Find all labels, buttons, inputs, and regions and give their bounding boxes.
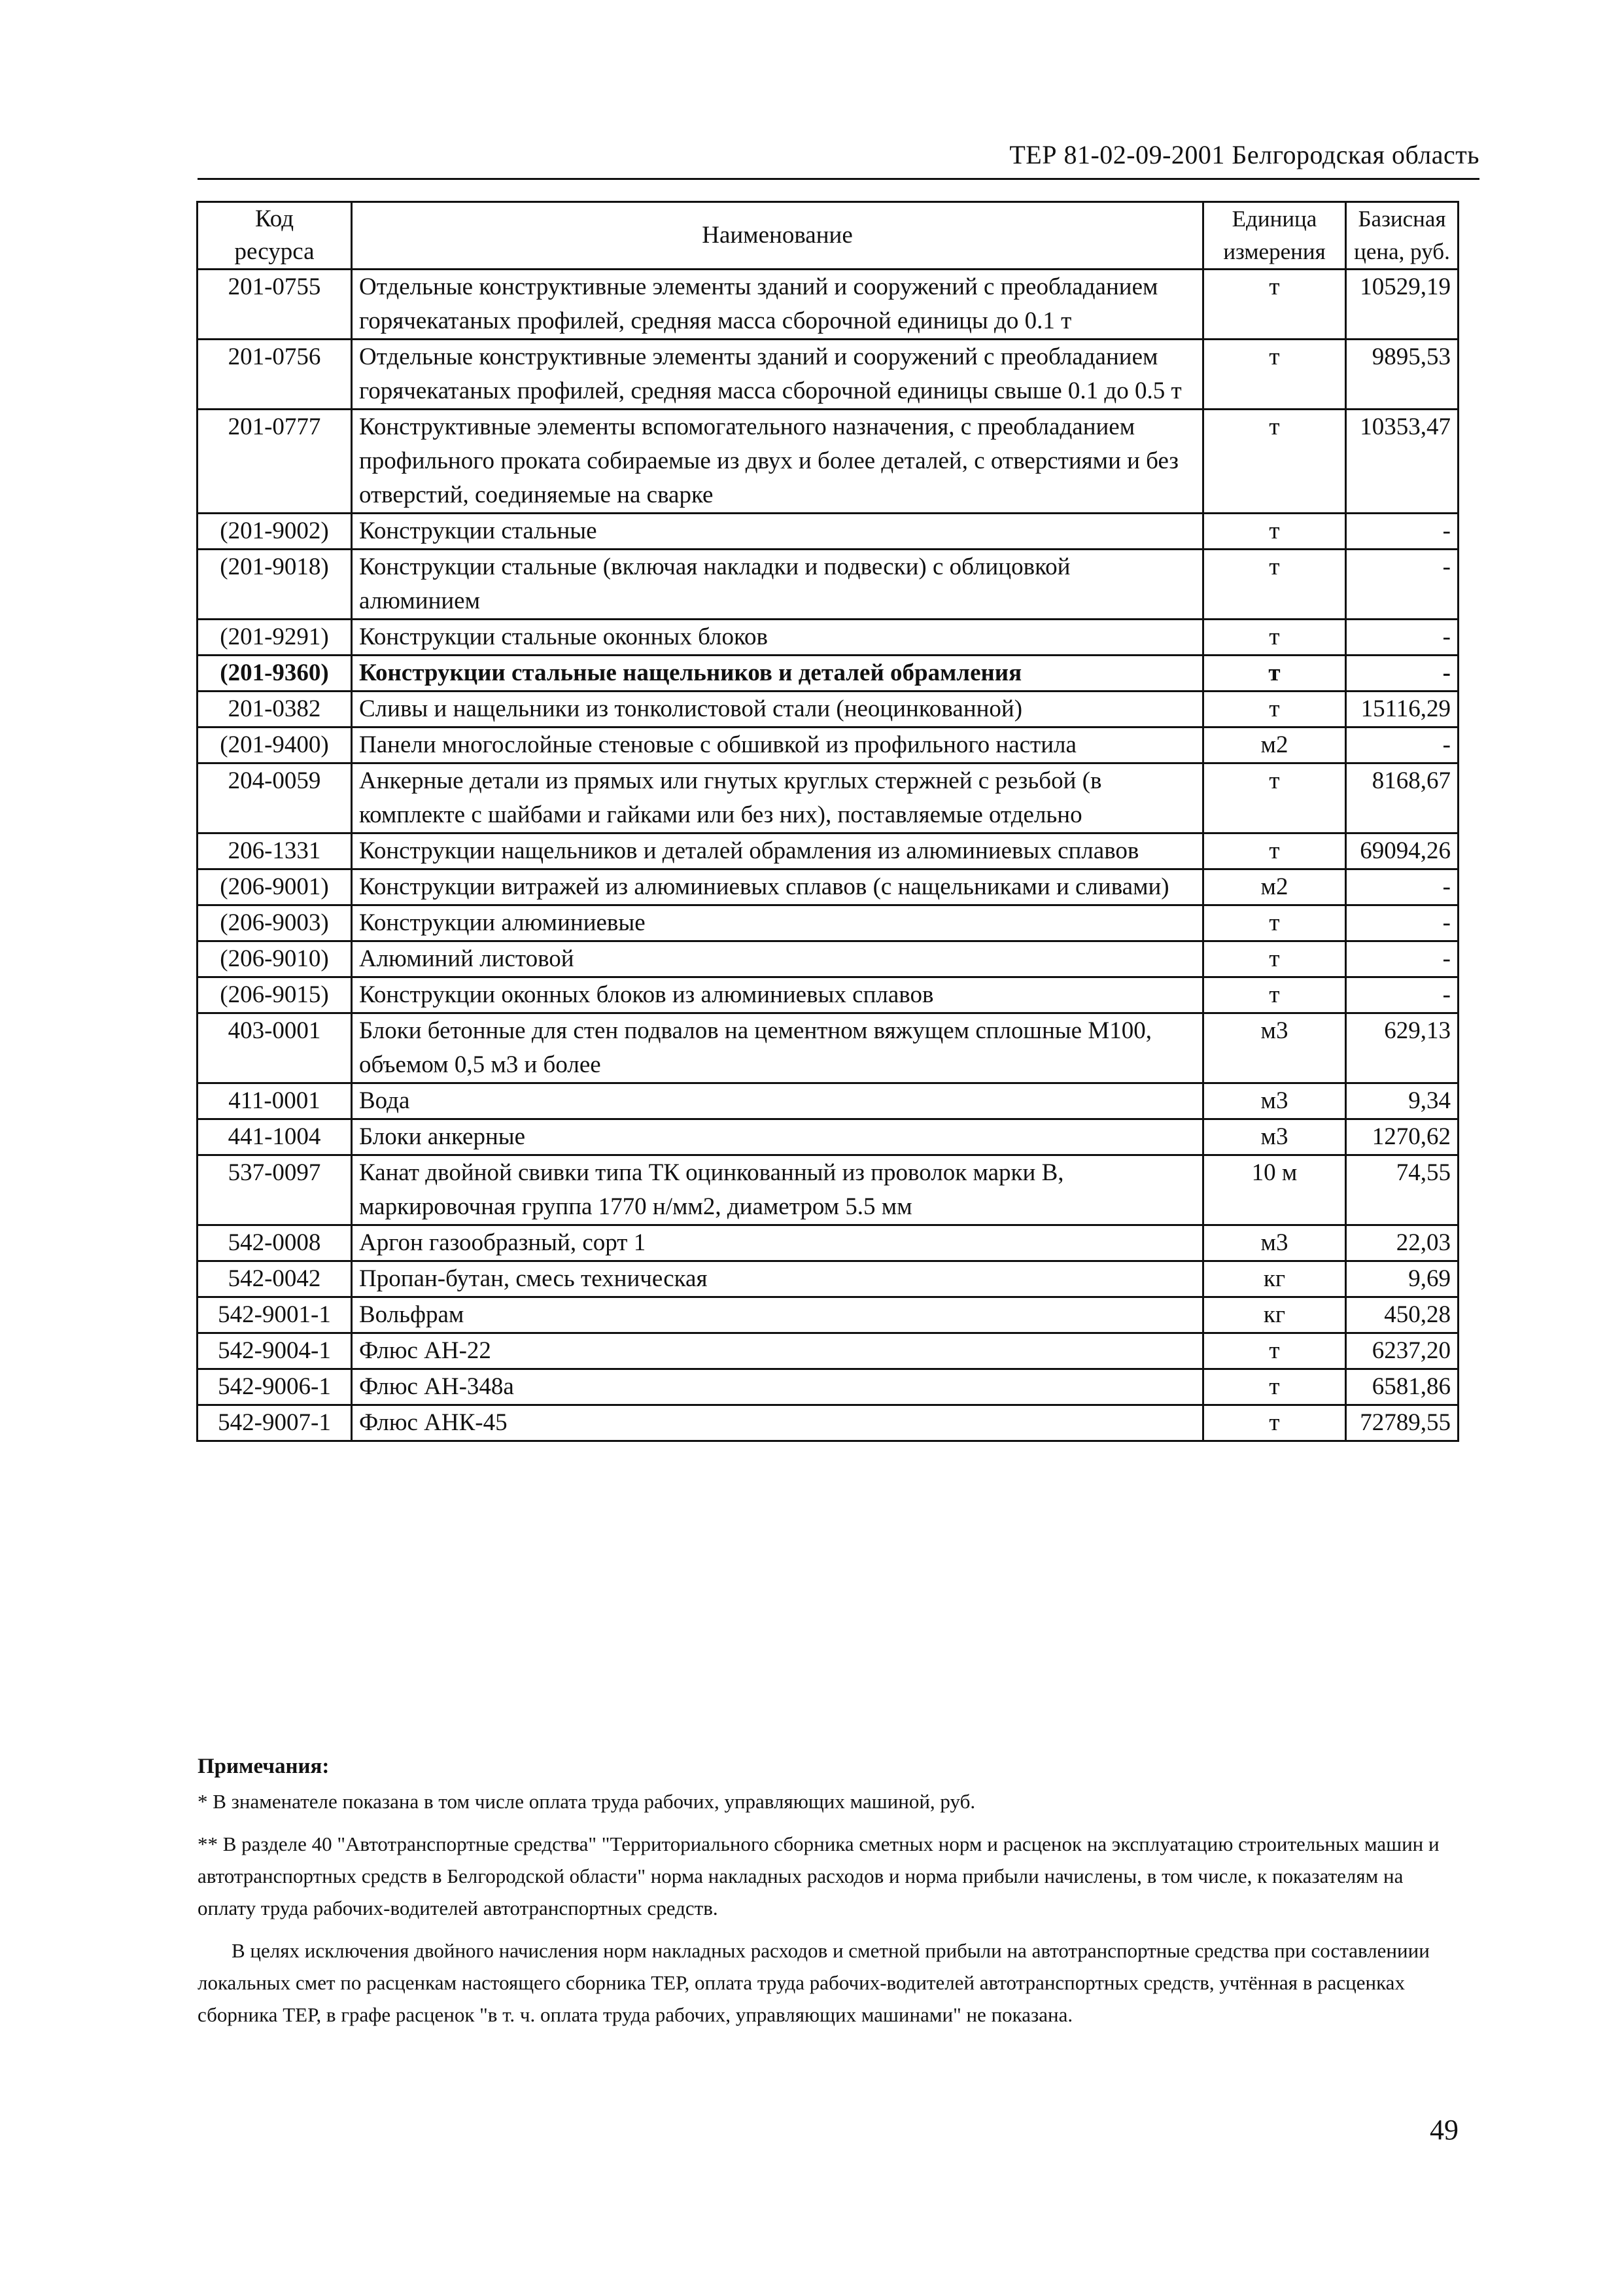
- table-row: [198, 1333, 1459, 1369]
- table-row: [198, 1013, 1459, 1083]
- header-name: Наименование: [352, 202, 1203, 270]
- name-cell: Блоки анкерные: [352, 1119, 1203, 1155]
- code-cell: (206-9015): [198, 977, 352, 1013]
- table-row: [198, 692, 1459, 727]
- header-price-line2: цена, руб.: [1354, 239, 1450, 264]
- table-row: [198, 833, 1459, 869]
- table-row: [198, 1225, 1459, 1261]
- name-cell: Конструкции витражей из алюминиевых сплавов (с нащельниками и сливами): [352, 869, 1203, 905]
- price-cell: -: [1346, 869, 1459, 905]
- document-header-title: ТЕР 81-02-09-2001 Белгородская область: [1009, 140, 1479, 169]
- unit-cell: т: [1203, 1369, 1346, 1405]
- table-header-row: [198, 202, 1459, 270]
- price-cell: 69094,26: [1346, 833, 1459, 869]
- unit-cell: т: [1203, 340, 1346, 410]
- name-cell: Флюс АНК-45: [352, 1405, 1203, 1441]
- notes-paragraph: В целях исключения двойного начисления норм накладных расходов и сметной прибыли на автотранспортные средства при составлениии локальных смет по расценкам настоящего сборника ТЕР, оплата труда рабочих-водителей автотранспортных средств, учтённая в расценках сборника ТЕР, в графе расценок "в т. ч. оплата труда рабочих, управляющих машинами" не показана.: [198, 1939, 1430, 2026]
- name-cell: Конструктивные элементы вспомогательного назначения, с преобладанием профильного проката собираемые из двух и более деталей, с отверстиями и без отверстий, соединяемые на сварке: [352, 410, 1203, 514]
- name-cell: Алюминий листовой: [352, 941, 1203, 977]
- code-cell: 201-0756: [198, 340, 352, 410]
- name-cell: Блоки бетонные для стен подвалов на цементном вяжущем сплошные М100, объемом 0,5 м3 и более: [352, 1013, 1203, 1083]
- code-cell: 201-0755: [198, 270, 352, 340]
- code-cell: (206-9010): [198, 941, 352, 977]
- unit-cell: м2: [1203, 727, 1346, 763]
- price-cell: 72789,55: [1346, 1405, 1459, 1441]
- table-row: [198, 550, 1459, 620]
- unit-cell: т: [1203, 1333, 1346, 1369]
- price-cell: -: [1346, 550, 1459, 620]
- code-cell: 204-0059: [198, 763, 352, 833]
- code-cell: 206-1331: [198, 833, 352, 869]
- name-cell: Отдельные конструктивные элементы зданий и сооружений с преобладанием горячекатаных профилей, средняя масса сборочной единицы до 0.1 т: [352, 270, 1203, 340]
- name-cell: Конструкции стальные: [352, 514, 1203, 550]
- code-cell: 542-9006-1: [198, 1369, 352, 1405]
- price-cell: 1270,62: [1346, 1119, 1459, 1155]
- table-row: [198, 1369, 1459, 1405]
- table-row: [198, 340, 1459, 410]
- code-cell: (201-9002): [198, 514, 352, 550]
- name-cell: Флюс АН-22: [352, 1333, 1203, 1369]
- code-cell: 542-9007-1: [198, 1405, 352, 1441]
- unit-cell: т: [1203, 410, 1346, 514]
- note-1: * В знаменателе показана в том числе оплата труда рабочих, управляющих машиной, руб.: [198, 1790, 976, 1813]
- price-cell: -: [1346, 905, 1459, 941]
- unit-cell: т: [1203, 833, 1346, 869]
- price-cell: 9,34: [1346, 1083, 1459, 1119]
- table-row: [198, 1405, 1459, 1441]
- table-row: [198, 977, 1459, 1013]
- unit-cell: т: [1203, 905, 1346, 941]
- price-cell: 629,13: [1346, 1013, 1459, 1083]
- header-code-line1: Код: [254, 205, 294, 232]
- name-cell: Конструкции оконных блоков из алюминиевых сплавов: [352, 977, 1203, 1013]
- price-cell: 9,69: [1346, 1261, 1459, 1297]
- price-cell: 10529,19: [1346, 270, 1459, 340]
- header-unit-line2: измерения: [1223, 239, 1326, 264]
- unit-cell: м3: [1203, 1083, 1346, 1119]
- unit-cell: т: [1203, 620, 1346, 656]
- header-unit-line1: Единица: [1232, 206, 1317, 232]
- code-cell: 542-0042: [198, 1261, 352, 1297]
- name-cell: Отдельные конструктивные элементы зданий и сооружений с преобладанием горячекатаных профилей, средняя масса сборочной единицы свыше 0.1 до 0.5 т: [352, 340, 1203, 410]
- unit-cell: 10 м: [1203, 1155, 1346, 1225]
- code-cell: 403-0001: [198, 1013, 352, 1083]
- name-cell: Конструкции стальные нащельников и деталей обрамления: [352, 656, 1203, 692]
- price-cell: 22,03: [1346, 1225, 1459, 1261]
- unit-cell: м3: [1203, 1119, 1346, 1155]
- name-cell: Аргон газообразный, сорт 1: [352, 1225, 1203, 1261]
- unit-cell: т: [1203, 656, 1346, 692]
- unit-cell: м3: [1203, 1225, 1346, 1261]
- unit-cell: т: [1203, 977, 1346, 1013]
- code-cell: (201-9400): [198, 727, 352, 763]
- price-cell: -: [1346, 656, 1459, 692]
- name-cell: Конструкции нащельников и деталей обрамления из алюминиевых сплавов: [352, 833, 1203, 869]
- table-row: [198, 1119, 1459, 1155]
- table-row: [198, 410, 1459, 514]
- header-price-line1: Базисная: [1358, 206, 1446, 232]
- unit-cell: т: [1203, 941, 1346, 977]
- code-cell: 542-9001-1: [198, 1297, 352, 1333]
- name-cell: Конструкции стальные оконных блоков: [352, 620, 1203, 656]
- notes-title: Примечания:: [198, 1755, 330, 1778]
- code-cell: (201-9018): [198, 550, 352, 620]
- table-row: [198, 1261, 1459, 1297]
- name-cell: Конструкции алюминиевые: [352, 905, 1203, 941]
- table-row: [198, 941, 1459, 977]
- resources-table: [196, 201, 1459, 1442]
- code-cell: 411-0001: [198, 1083, 352, 1119]
- name-cell: Вода: [352, 1083, 1203, 1119]
- table-row: [198, 1297, 1459, 1333]
- unit-cell: т: [1203, 763, 1346, 833]
- price-cell: 8168,67: [1346, 763, 1459, 833]
- unit-cell: кг: [1203, 1297, 1346, 1333]
- price-cell: 15116,29: [1346, 692, 1459, 727]
- header-unit: [1203, 202, 1346, 270]
- unit-cell: м2: [1203, 869, 1346, 905]
- price-cell: -: [1346, 977, 1459, 1013]
- table-row: [198, 727, 1459, 763]
- name-cell: Сливы и нащельники из тонколистовой стали (неоцинкованной): [352, 692, 1203, 727]
- code-cell: (201-9291): [198, 620, 352, 656]
- code-cell: 201-0382: [198, 692, 352, 727]
- name-cell: Конструкции стальные (включая накладки и подвески) с облицовкой алюминием: [352, 550, 1203, 620]
- code-cell: (201-9360): [198, 656, 352, 692]
- price-cell: 450,28: [1346, 1297, 1459, 1333]
- unit-cell: т: [1203, 692, 1346, 727]
- code-cell: (206-9003): [198, 905, 352, 941]
- code-cell: 542-9004-1: [198, 1333, 352, 1369]
- price-cell: 6237,20: [1346, 1333, 1459, 1369]
- code-cell: 441-1004: [198, 1119, 352, 1155]
- name-cell: Панели многослойные стеновые с обшивкой из профильного настила: [352, 727, 1203, 763]
- code-cell: (206-9001): [198, 869, 352, 905]
- header-rule: [198, 178, 1479, 180]
- table-row: [198, 656, 1459, 692]
- code-cell: 537-0097: [198, 1155, 352, 1225]
- table-row: [198, 763, 1459, 833]
- code-cell: 201-0777: [198, 410, 352, 514]
- name-cell: Флюс АН-348а: [352, 1369, 1203, 1405]
- header-code-line2: ресурса: [234, 238, 315, 265]
- unit-cell: м3: [1203, 1013, 1346, 1083]
- price-cell: 9895,53: [1346, 340, 1459, 410]
- table-row: [198, 869, 1459, 905]
- table-row: [198, 1155, 1459, 1225]
- price-cell: 6581,86: [1346, 1369, 1459, 1405]
- page-number: 49: [1430, 2114, 1459, 2146]
- name-cell: Анкерные детали из прямых или гнутых круглых стержней с резьбой (в комплекте с шайбами и гайками или без них), поставляемые отдельно: [352, 763, 1203, 833]
- table-row: [198, 620, 1459, 656]
- price-cell: -: [1346, 514, 1459, 550]
- name-cell: Канат двойной свивки типа ТК оцинкованный из проволок марки В, маркировочная группа 1770 н/мм2, диаметром 5.5 мм: [352, 1155, 1203, 1225]
- header-price: [1346, 202, 1459, 270]
- note-2: ** В разделе 40 "Автотранспортные средства" "Территориального сборника сметных норм и расценок на эксплуатацию строительных машин и автотранспортных средств в Белгородской области" норма накладных расходов и норма прибыли начислены, в том числе, к показателям на оплату труда рабочих-водителей автотранспортных средств.: [198, 1832, 1440, 1919]
- table-row: [198, 1083, 1459, 1119]
- price-cell: -: [1346, 941, 1459, 977]
- unit-cell: т: [1203, 270, 1346, 340]
- price-cell: 10353,47: [1346, 410, 1459, 514]
- unit-cell: т: [1203, 550, 1346, 620]
- header-code: [198, 202, 352, 270]
- unit-cell: кг: [1203, 1261, 1346, 1297]
- unit-cell: т: [1203, 514, 1346, 550]
- table-row: [198, 270, 1459, 340]
- table-row: [198, 905, 1459, 941]
- price-cell: -: [1346, 620, 1459, 656]
- price-cell: 74,55: [1346, 1155, 1459, 1225]
- name-cell: Вольфрам: [352, 1297, 1203, 1333]
- code-cell: 542-0008: [198, 1225, 352, 1261]
- name-cell: Пропан-бутан, смесь техническая: [352, 1261, 1203, 1297]
- price-cell: -: [1346, 727, 1459, 763]
- unit-cell: т: [1203, 1405, 1346, 1441]
- table-row: [198, 514, 1459, 550]
- notes-section: [198, 1751, 1460, 2031]
